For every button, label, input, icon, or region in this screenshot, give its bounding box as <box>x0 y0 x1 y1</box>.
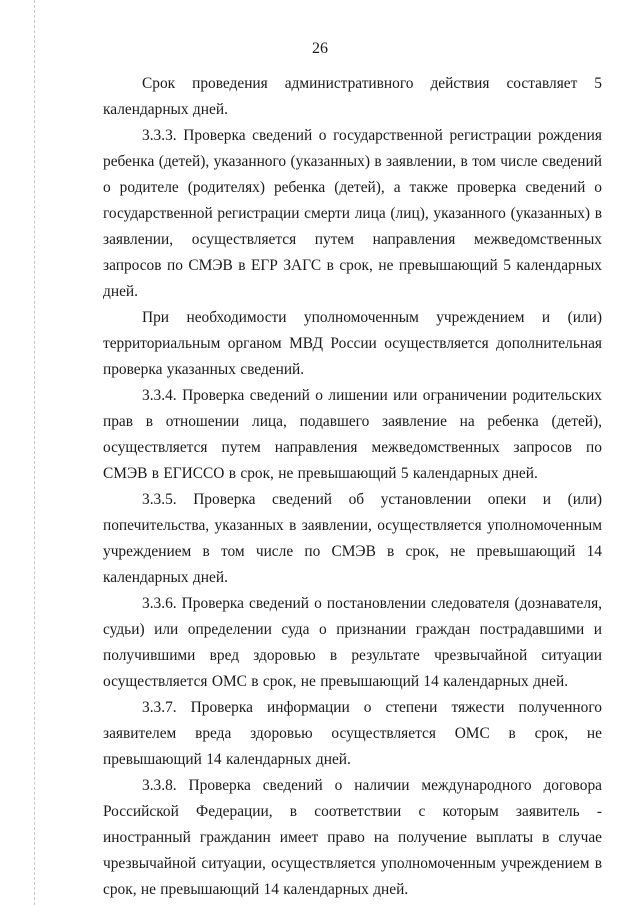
paragraph-3-3-6: 3.3.6. Проверка сведений о постановлении следователя (дознавателя, судьи) или определении суда о признании граждан пострадавшими и получившими вред здоровью в результате чрезвычайной ситуации осуществляется ОМС в срок, не превышающий 14 календарных дней. <box>103 595 602 690</box>
page-number: 26 <box>312 40 328 57</box>
paragraph-3-3-7: 3.3.7. Проверка информации о степени тяжести полученного заявителем вреда здоровью осуществляется ОМС в срок, не превышающий 14 календарных дней. <box>103 699 602 768</box>
paragraph-3-3-4: 3.3.4. Проверка сведений о лишении или ограничении родительских прав в отношении лица, подавшего заявление на ребенка (детей), осуществляется путем направления межведомственных запросов по СМЭВ в ЕГИССО в срок, не превышающий 5 календарных дней. <box>103 387 602 482</box>
paragraph-additional-check: При необходимости уполномоченным учреждением и (или) территориальным органом МВД России осуществляется дополнительная проверка указанных сведений. <box>103 309 602 378</box>
binding-margin-line <box>34 0 35 905</box>
document-body <box>103 71 602 903</box>
paragraph-duration: Срок проведения административного действия составляет 5 календарных дней. <box>103 75 602 118</box>
paragraph-3-3-5: 3.3.5. Проверка сведений об установлении опеки и (или) попечительства, указанных в заявлении, осуществляется уполномоченным учреждением в том числе по СМЭВ в срок, не превышающий 14 календарных дней. <box>103 491 602 586</box>
paragraph-3-3-3: 3.3.3. Проверка сведений о государственной регистрации рождения ребенка (детей), указанного (указанных) в заявлении, в том числе сведений о родителе (родителях) ребенка (детей), а также проверка сведений о государственной регистрации смерти лица (лиц), указанного (указанных) в заявлении, осуществляется путем направления межведомственных запросов по СМЭВ в ЕГР ЗАГС в срок, не превышающий 5 календарных дней. <box>103 127 602 300</box>
paragraph-3-3-8: 3.3.8. Проверка сведений о наличии международного договора Российской Федерации, в соответствии с которым заявитель - иностранный гражданин имеет право на получение выплаты в случае чрезвычайной ситуации, осуществляется уполномоченным учреждением в срок, не превышающий 14 календарных дней. <box>103 777 602 898</box>
